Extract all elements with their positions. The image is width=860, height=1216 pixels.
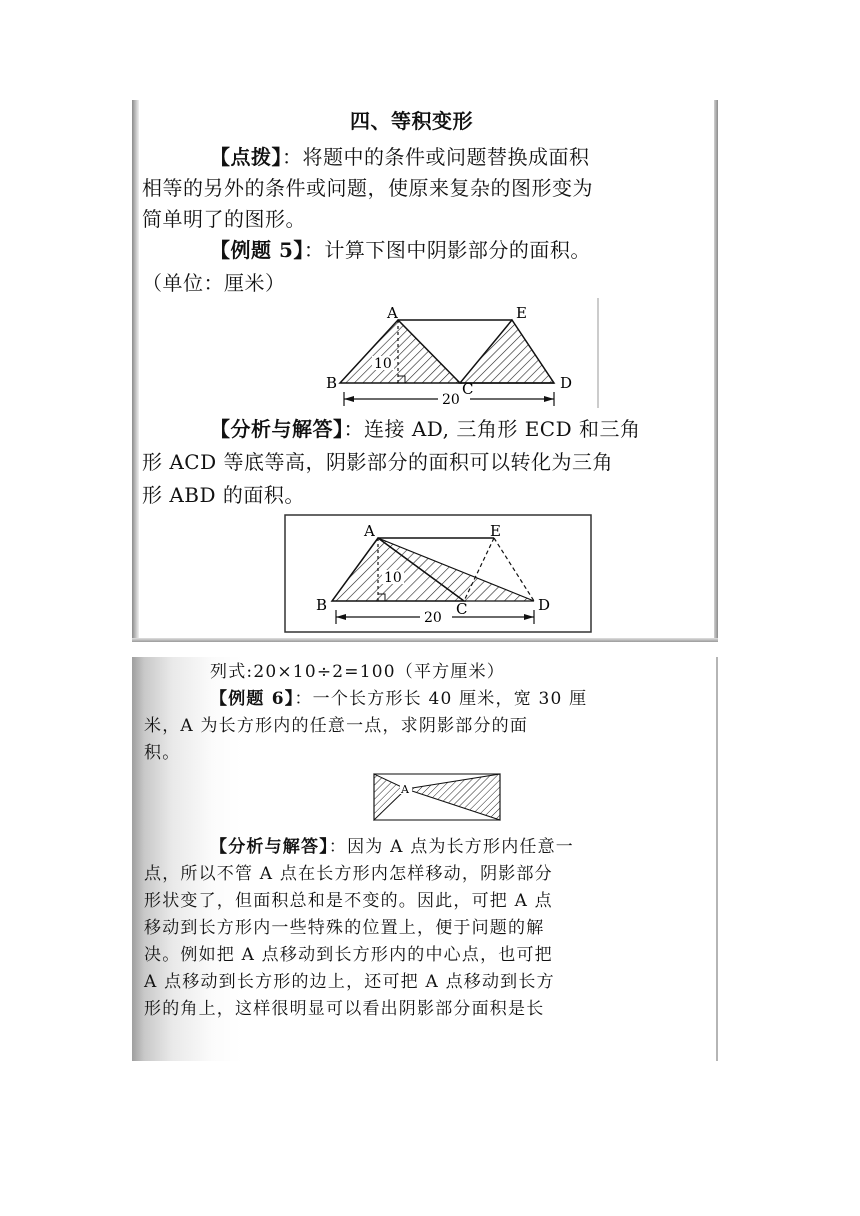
lesson-panel-2 — [132, 657, 718, 1061]
figure-3-rectangle — [372, 773, 504, 823]
unit-note: （单位：厘米） — [142, 271, 286, 295]
label-b-2: B — [316, 596, 328, 614]
analysis6-line-7: 形的角上，这样很明显可以看出阴影部分面积是长 — [144, 999, 545, 1019]
analysis6-text-1: ：因为 A 点为长方形内任意一 — [328, 837, 574, 857]
base-label: 20 — [442, 392, 460, 408]
base-label-2: 20 — [424, 610, 442, 626]
example6-label: 【例题 6】 — [210, 689, 295, 709]
example6-line-1 — [210, 687, 587, 711]
analysis6-line-2: 点，所以不管 A 点在长方形内怎样移动，阴影部分 — [144, 864, 553, 884]
label-c-2: C — [456, 600, 468, 618]
formula-line: 列式:20×10÷2=100（平方厘米） — [210, 662, 505, 682]
example6-line-2: 米，A 为长方形内的任意一点，求阴影部分的面 — [144, 716, 529, 736]
tip-text-1: ：将题中的条件或问题替换成面积 — [282, 145, 590, 169]
panel-bottom-border — [132, 638, 718, 642]
analysis-text-1: ：连接 AD, 三角形 ECD 和三角 — [343, 417, 641, 441]
label-e: E — [516, 304, 527, 322]
label-c: C — [462, 380, 474, 398]
section-title: 四、等积变形 — [350, 109, 473, 133]
example6-line-3: 积。 — [144, 743, 181, 763]
height-label-2: 10 — [384, 570, 402, 586]
analysis6-label: 【分析与解答】 — [210, 837, 329, 857]
panel-left-border — [132, 100, 139, 642]
label-a: A — [387, 304, 398, 322]
analysis6-line-3: 形状变了，但面积总和是不变的。因此，可把 A 点 — [144, 891, 553, 911]
example6-text-1: ：一个长方形长 40 厘米，宽 30 厘 — [294, 689, 588, 709]
analysis6-line-6: A 点移动到长方形的边上，还可把 A 点移动到长方 — [144, 972, 555, 992]
tip-label: 【点拨】 — [210, 145, 282, 169]
dim-arrow-left — [344, 396, 354, 402]
label-a-2: A — [364, 522, 375, 540]
panel-right-border-2 — [716, 657, 718, 1061]
analysis6-line-4: 移动到长方形内一些特殊的位置上，便于问题的解 — [144, 918, 545, 938]
tip-line-1 — [210, 144, 590, 170]
panel-right-border — [714, 100, 718, 642]
lesson-panel-1 — [132, 100, 718, 642]
tip-line-2: 相等的另外的条件或问题，使原来复杂的图形变为 — [142, 176, 593, 200]
figure-2-triangles — [284, 514, 592, 634]
analysis6-line-5: 决。例如把 A 点移动到长方形内的中心点，也可把 — [144, 945, 553, 965]
analysis6-line-1 — [210, 835, 574, 859]
height-label: 10 — [374, 356, 392, 372]
example5-text: ：计算下图中阴影部分的面积。 — [303, 238, 591, 262]
example5-label: 【例题 5】 — [210, 238, 304, 262]
analysis-label: 【分析与解答】 — [210, 417, 344, 441]
analysis-line-3: 形 ABD 的面积。 — [142, 483, 305, 507]
label-d: D — [560, 374, 573, 392]
figure-1-triangles — [322, 296, 602, 412]
shaded-triangle-ecd — [460, 320, 554, 383]
example5-line — [210, 237, 591, 263]
label-b: B — [326, 374, 338, 392]
tip-line-3: 简单明了的图形。 — [142, 207, 306, 231]
shaded-triangle-abc — [340, 320, 460, 383]
analysis-line-1 — [210, 416, 641, 442]
label-d-2: D — [538, 596, 551, 614]
analysis-line-2: 形 ACD 等底等高，阴影部分的面积可以转化为三角 — [142, 450, 613, 474]
dim-arrow-right — [544, 396, 554, 402]
label-e-2: E — [490, 522, 501, 540]
point-a-label: A — [401, 783, 409, 796]
